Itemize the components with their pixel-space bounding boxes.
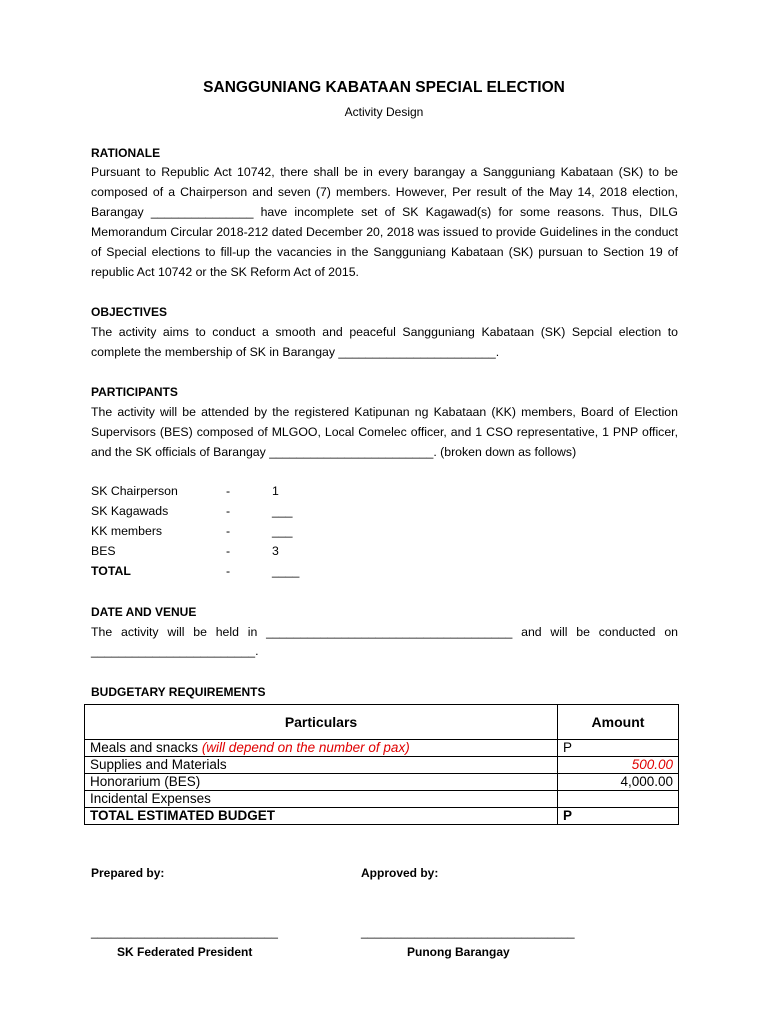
budget-total-label: TOTAL ESTIMATED BUDGET [85, 808, 558, 825]
rationale-heading: RATIONALE [91, 146, 161, 160]
approved-by-name: Punong Barangay [407, 945, 510, 959]
participant-value: 3 [272, 544, 279, 558]
budget-particular: Incidental Expenses [85, 791, 558, 808]
approved-signature-line: ________________________________ [361, 925, 575, 939]
rationale-text: Pursuant to Republic Act 10742, there shall be in every barangay a Sangguniang Kabataan (SK) to be composed of a Chairperson and seven (7) members. However, Per result of the May 14, 2018 election, Barangay _______________ have incomplete set of SK Kagawad(s) for some reasons. Thus, DILG Memorandum Circular 2018-212 dated December 20, 2018 was issued to provide Guidelines in the conduct of Special elections to fill-up the vacancies in the Sangguniang Kabataan (SK) pursuan to Section 19 of republic Act 10742 or the SK Reform Act of 2015. [91, 165, 678, 279]
participant-dash: - [226, 504, 231, 518]
budget-amount [558, 791, 679, 808]
document-subtitle: Activity Design [344, 105, 424, 119]
approved-by-label: Approved by: [361, 866, 439, 880]
budget-row [85, 774, 679, 791]
participant-dash: - [226, 564, 231, 578]
budget-total-amount: P [558, 808, 679, 825]
budget-particular: Honorarium (BES) [85, 774, 558, 791]
budget-total-row [85, 808, 679, 825]
prepared-by-label: Prepared by: [91, 866, 165, 880]
participant-dash: - [226, 544, 231, 558]
budget-amount [558, 740, 679, 757]
participant-label: SK Chairperson [91, 484, 178, 498]
participant-label: KK members [91, 524, 163, 538]
particular-text: Meals and snacks [90, 740, 202, 755]
objectives-text: The activity aims to conduct a smooth and peaceful Sangguniang Kabataan (SK) Sepcial election to complete the membership of SK in Barangay _______________________. [91, 325, 678, 359]
date-venue-blank: ________________________. [91, 644, 259, 658]
participant-value: ___ [272, 504, 293, 518]
prepared-signature-line: ____________________________ [91, 925, 278, 939]
budget-amount: 500.00 [558, 757, 679, 774]
objectives-heading: OBJECTIVES [91, 305, 168, 319]
participant-value: 1 [272, 484, 279, 498]
budget-row [85, 791, 679, 808]
date-venue-text: The activity will be held in ____________________________________ and will be conducted on [91, 625, 678, 639]
particular-note: (will depend on the number of pax) [201, 740, 410, 755]
particulars-header: Particulars [85, 705, 558, 740]
budget-particular [85, 740, 558, 757]
date-venue-heading: DATE AND VENUE [91, 605, 197, 619]
budget-amount: 4,000.00 [558, 774, 679, 791]
participant-label: BES [91, 544, 116, 558]
amount-prefix: P [563, 740, 573, 755]
budget-particular: Supplies and Materials [85, 757, 558, 774]
amount-header: Amount [558, 705, 679, 740]
participants-heading: PARTICIPANTS [91, 385, 178, 399]
prepared-by-name: SK Federated President [117, 945, 253, 959]
budget-row [85, 740, 679, 757]
participant-value: ___ [272, 524, 293, 538]
participant-label: SK Kagawads [91, 504, 169, 518]
participant-dash: - [226, 484, 231, 498]
participant-total-label: TOTAL [91, 564, 131, 578]
budget-header-row [85, 705, 679, 740]
participants-text: The activity will be attended by the registered Katipunan ng Kabataan (KK) members, Board of Election Supervisors (BES) composed of MLGOO, Local Comelec officer, and 1 CSO representative, 1 PNP officer, and the SK officials of Barangay ________________________. (broken down as follows) [91, 405, 678, 459]
participant-dash: - [226, 524, 231, 538]
budget-table [84, 704, 679, 825]
participant-total-value: ____ [272, 564, 300, 578]
budget-row [85, 757, 679, 774]
budget-heading: BUDGETARY REQUIREMENTS [91, 685, 266, 699]
document-title: SANGGUNIANG KABATAAN SPECIAL ELECTION [203, 79, 565, 96]
